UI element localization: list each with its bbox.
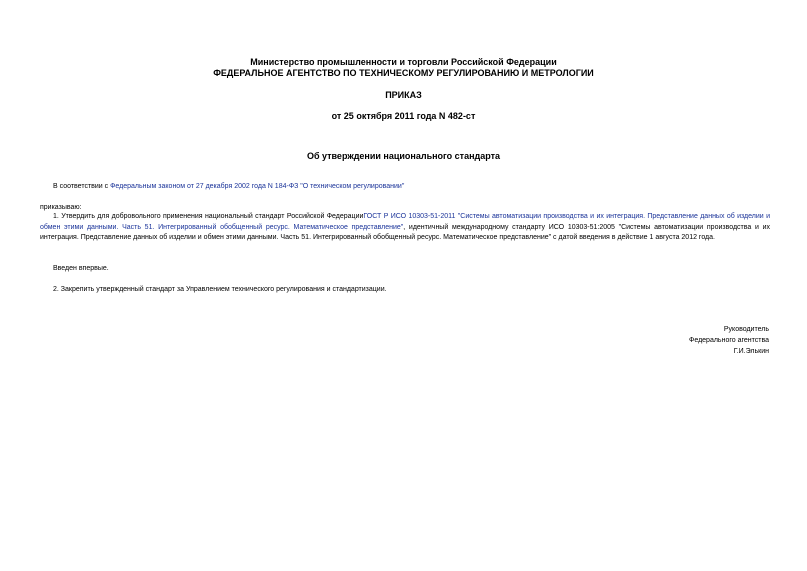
first-time-note: Введен впервые.: [53, 265, 109, 272]
item1-suffix: , идентичный международному стандарту ИСО 10303-51:2005 "Системы автоматизации производства и их интеграция. Представление данных об изделии и обмен этими данными. Часть 51. Интегрированный обобщенный ресурс. Математическое представление" с датой введения в действие 1 августа 2012 года.: [40, 223, 771, 241]
document-type: ПРИКАЗ: [385, 90, 422, 100]
order-item-2: 2. Закрепить утвержденный стандарт за Управлением технического регулирования и стандартизации.: [53, 286, 387, 293]
document-date: от 25 октября 2011 года N 482-ст: [331, 111, 476, 121]
signature-position: Руководитель: [723, 326, 769, 333]
document-title: Об утверждении национального стандарта: [306, 151, 501, 161]
ministry-name: Министерство промышленности и торговли Российской Федерации: [250, 57, 557, 67]
preamble: [53, 182, 404, 192]
agency-name: ФЕДЕРАЛЬНОЕ АГЕНТСТВО ПО ТЕХНИЧЕСКОМУ РЕГУЛИРОВАНИЮ И МЕТРОЛОГИИ: [213, 68, 594, 78]
order-word: приказываю:: [40, 204, 82, 211]
preamble-prefix: В соответствии с: [53, 183, 111, 190]
item1-prefix: 1. Утвердить для добровольного применения национальный стандарт Российской Федерации: [53, 213, 364, 220]
federal-law-link[interactable]: Федеральным законом от 27 декабря 2002 года N 184-ФЗ "О техническом регулировании": [110, 183, 405, 190]
signature-agency: Федерального агентства: [689, 337, 769, 344]
signature-name: Г.И.Элькин: [733, 348, 769, 355]
order-item-1: [40, 212, 770, 244]
standard-link[interactable]: ГОСТ Р ИСО 10303-51-2011 "Системы автоматизации производства и их интеграция. Представление данных об изделии и обмен этими данными. Часть 51. Интегрированный обобщенный ресурс. Математическое представление": [40, 213, 770, 231]
